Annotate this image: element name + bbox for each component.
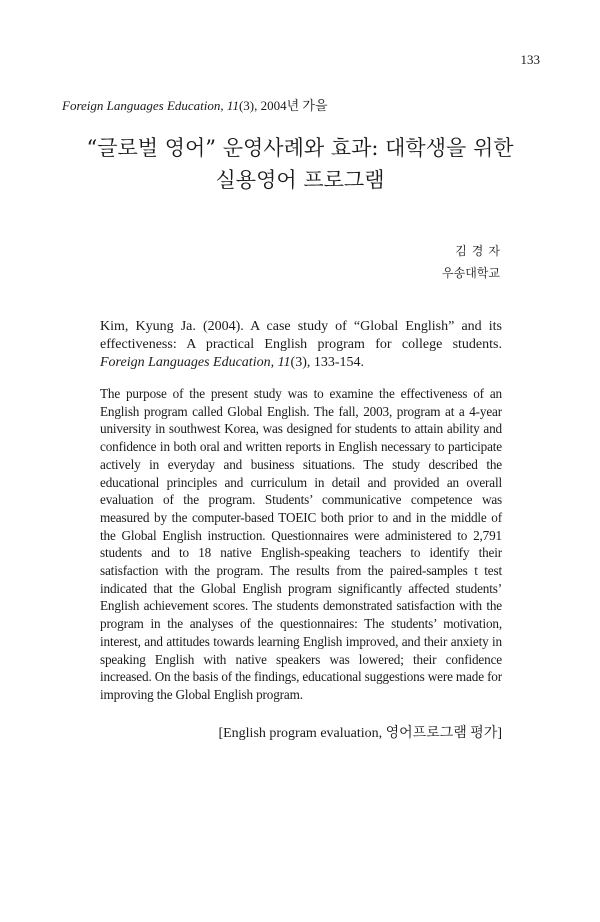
author-affiliation: 우송대학교 [442, 266, 500, 280]
citation-journal: Foreign Languages Education, [100, 355, 275, 370]
abstract: The purpose of the present study was to examine the effectiveness of an English program called Global English. The fall, 2003, program at a 4-year university in southwest Korea, was designed for students to attain ability and confidence in both oral and written reports in English necessary to participate actively in everyday and business situations. The study described the educational principles and curriculum in detail and provided an overall evaluation of the program. Students’ communicative competence was measured by the computer-based TOEIC both prior to and in the middle of the Global English instruction. Questionnaires were administered to 2,791 students and to 18 native English-speaking teachers to identify their satisfaction with the program. The results from the paired-samples t test indicated that the Global English program significantly affected students’ English achievement scores. The students demonstrated satisfaction with the program in the analyses of the questionnaires: The students’ motivation, interest, and attitudes towards learning English improved, and their anxiety in speaking English with native speakers was lowered; their confidence increased. On the basis of the findings, educational suggestions were made for improving the Global English program. [100, 386, 502, 702]
article-title-line-2: 실용영어 프로그램 [215, 168, 385, 192]
citation-volume: 11 [277, 355, 291, 370]
citation-pages: (3), 133-154. [290, 355, 365, 370]
journal-volume: 11 [226, 98, 239, 113]
journal-header [62, 95, 328, 114]
page-number: 133 [520, 52, 540, 67]
journal-issue: (3), 2004년 가을 [238, 98, 328, 113]
author-block [442, 240, 505, 284]
author-name: 김경자 [455, 244, 505, 258]
article-title [60, 132, 540, 196]
journal-name: Foreign Languages Education, [62, 98, 224, 113]
keywords: [English program evaluation, 영어프로그램 평가] [218, 726, 502, 741]
citation-text: Kim, Kyung Ja. (2004). A case study of “Global English” and its effectiveness: A practical English program for college students. [100, 319, 502, 352]
article-title-line-1: “글로벌 영어” 운영사례와 효과: 대학생을 위한 [86, 136, 514, 160]
citation [100, 318, 502, 372]
